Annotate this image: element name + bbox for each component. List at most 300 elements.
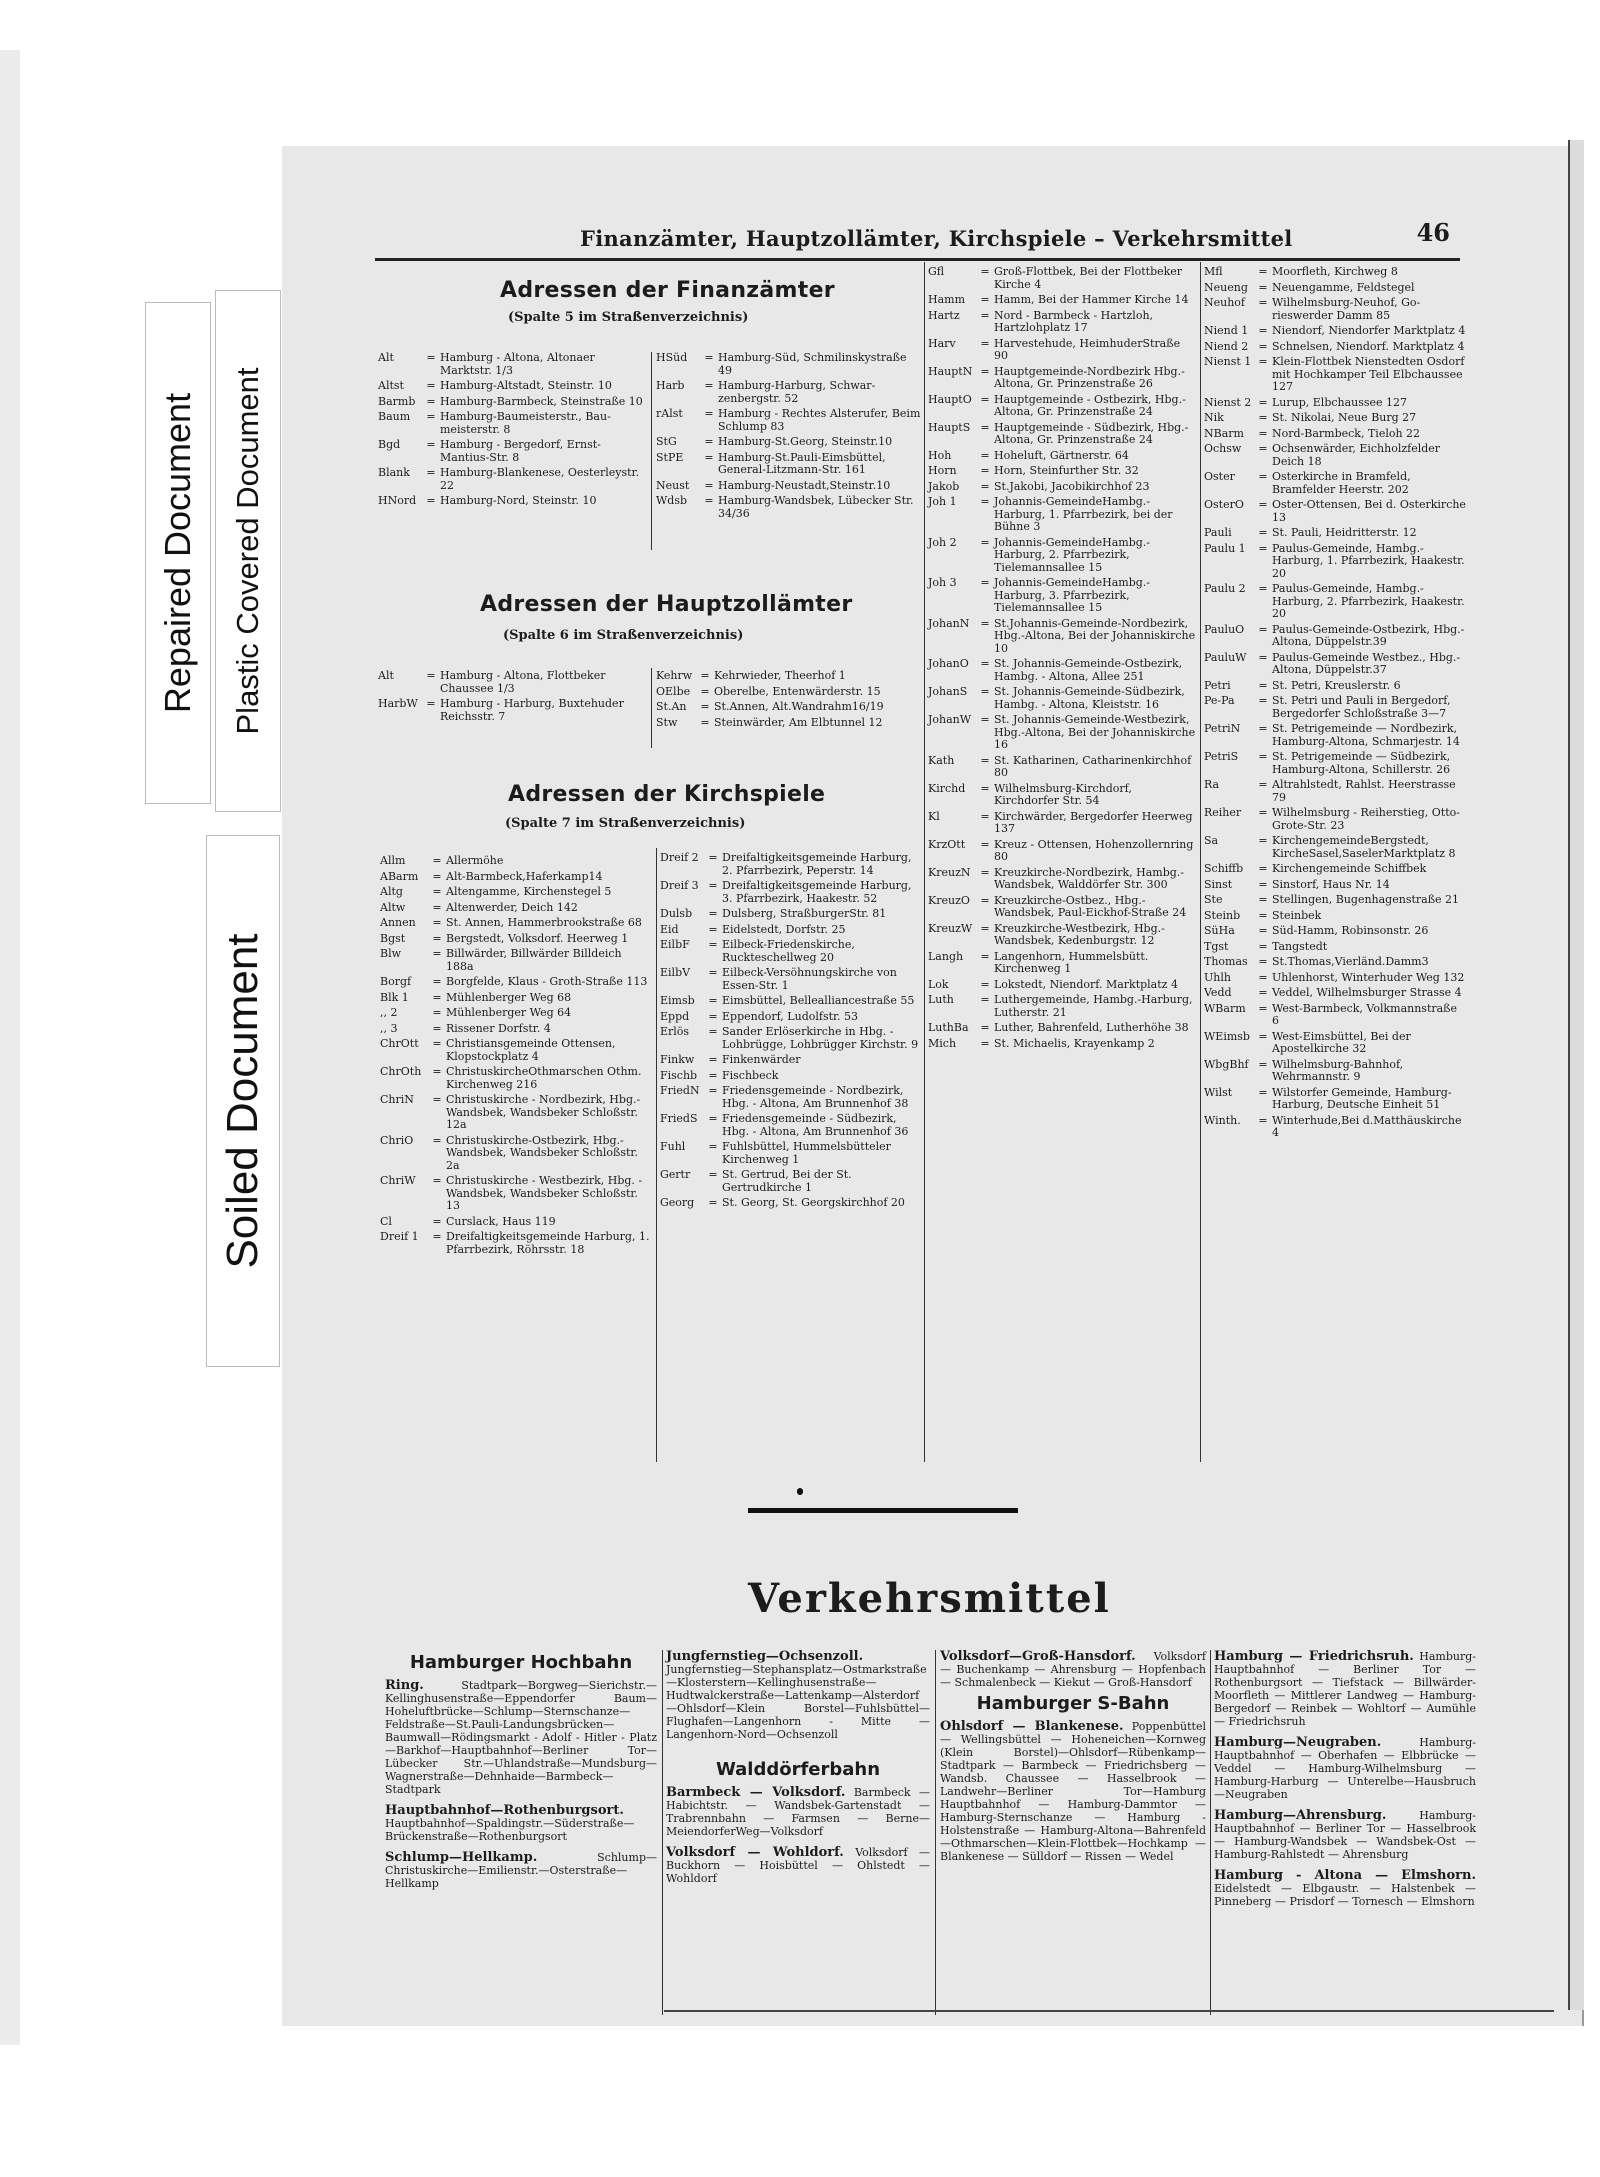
directory-entry <box>660 1197 922 1210</box>
directory-entry <box>380 855 652 868</box>
directory-entry <box>1204 543 1466 581</box>
directory-entry <box>660 852 922 877</box>
entry-address: St.Annen, Alt.Wandrahm16/19 <box>714 700 884 713</box>
entry-abbreviation: Altw <box>380 900 406 914</box>
entry-abbreviation: HSüd <box>656 351 688 364</box>
entry-abbreviation: Hamm <box>928 293 966 306</box>
entry-abbreviation: Dreif 3 <box>660 879 699 892</box>
entry-address: Dreifaltigkeitsgemeinde Harburg, 3. Pfarrbezirk, Haakestr. 52 <box>722 879 912 905</box>
directory-entry <box>380 933 652 946</box>
directory-entry <box>1204 266 1466 279</box>
entry-address: Eimsbüttel, Bellealliancestraße 55 <box>722 994 915 1007</box>
entry-address: Groß-Flottbek, Bei der Flottbeker Kirche 4 <box>994 265 1183 291</box>
wald-title: Walddörferbahn <box>715 1759 881 1780</box>
hochbahn-title: Hamburger Hochbahn <box>409 1652 633 1673</box>
entry-abbreviation: Ochsw <box>1204 442 1242 455</box>
transit-line <box>1214 1736 1476 1801</box>
equals-sign: = <box>1258 834 1268 847</box>
directory-entry <box>1204 972 1466 985</box>
directory-entry <box>928 266 1196 291</box>
equals-sign: = <box>432 1006 442 1019</box>
transit-line <box>940 1720 1206 1863</box>
entry-abbreviation: Niend 1 <box>1204 324 1249 337</box>
transit-line-name: Barmbeck — Volksdorf. <box>666 1785 846 1800</box>
entry-address: Kehrwieder, Theerhof 1 <box>714 669 846 682</box>
equals-sign: = <box>1258 411 1268 424</box>
entry-address: Christuskirche - Nordbezirk, Hbg.-Wandsbek, Wandsbeker Schloßstr. 12a <box>446 1093 641 1131</box>
entry-abbreviation: Allm <box>380 854 406 867</box>
directory-entry <box>1204 443 1466 468</box>
directory-entry <box>928 496 1196 534</box>
entry-address: Lokstedt, Niendorf. Marktplatz 4 <box>994 977 1178 991</box>
zoll-subtitle: (Spalte 6 im Straßenverzeichnis) <box>503 628 744 643</box>
directory-entry <box>1204 956 1466 969</box>
entry-address: Kreuzkirche-Ostbez., Hbg.-Wandsbek, Paul-Eickhof-Straße 24 <box>994 893 1187 919</box>
divider <box>651 352 652 550</box>
equals-sign: = <box>708 907 718 920</box>
finanz-right-column <box>656 352 921 523</box>
repaired-tab <box>145 302 211 804</box>
entry-abbreviation: Finkw <box>660 1053 695 1066</box>
equals-sign: = <box>426 351 436 364</box>
directory-entry <box>928 895 1196 920</box>
entry-address: Kreuzkirche-Nordbezirk, Hambg.-Wandsbek, Walddörfer Str. 300 <box>994 865 1184 891</box>
directory-entry <box>660 967 922 992</box>
transit-line-stops: Schlump—Christuskirche—Emilienstr.—Osterstraße—Hellkamp <box>385 1851 657 1890</box>
equals-sign: = <box>708 1025 718 1038</box>
entry-address: Hamburg - Rechtes Alsterufer, Beim Schlump 83 <box>718 407 921 433</box>
entry-address: Steinbek <box>1272 908 1322 922</box>
directory-entry <box>660 908 922 921</box>
entry-abbreviation: HauptS <box>928 420 971 434</box>
equals-sign: = <box>980 865 990 879</box>
col2-lines <box>666 1650 930 1741</box>
transit-line-stops: Hamburg-Hauptbahnhof — Berliner Tor — Rothenburgsort — Tiefstack — Billwärder-Moorfleth — Mittlerer Landweg — Hamburg-Bergedorf — Reinbek — Wohltorf — Aumühle — Friedrichsruh <box>1214 1650 1476 1728</box>
directory-entry <box>380 948 652 973</box>
entry-address: Wilstorfer Gemeinde, Hamburg-Harburg, Deutsche Einheit 51 <box>1272 1085 1452 1111</box>
page-header <box>300 218 1460 258</box>
transit-line-name: Hamburg—Ahrensburg. <box>1214 1808 1387 1823</box>
entry-abbreviation: KreuzW <box>928 921 973 935</box>
directory-entry <box>656 380 921 405</box>
equals-sign: = <box>432 1093 442 1106</box>
directory-entry <box>1204 680 1466 693</box>
equals-sign: = <box>1258 339 1268 353</box>
entry-abbreviation: JohanO <box>928 657 969 670</box>
equals-sign: = <box>980 616 990 630</box>
entry-abbreviation: Dulsb <box>660 907 693 920</box>
entry-address: Hamburg - Harburg, Buxtehuder Reichsstr. 7 <box>440 697 624 723</box>
entry-address: Altrahlstedt, Rahlst. Heerstrasse 79 <box>1272 778 1456 804</box>
transit-line-name: Volksdorf — Wohldorf. <box>666 1845 844 1860</box>
entry-abbreviation: Annen <box>380 916 416 929</box>
entry-address: St. Nikolai, Neue Burg 27 <box>1272 411 1417 424</box>
equals-sign: = <box>426 697 436 710</box>
entry-abbreviation: HauptN <box>928 364 973 378</box>
entry-address: Niendorf, Niendorfer Marktplatz 4 <box>1272 324 1466 337</box>
directory-entry <box>1204 652 1466 677</box>
header-rule <box>375 258 1460 261</box>
directory-entry <box>928 310 1196 335</box>
divider <box>924 262 925 1462</box>
entry-abbreviation: Dreif 2 <box>660 851 699 864</box>
page-number: 46 <box>1416 218 1450 247</box>
equals-sign: = <box>708 966 718 979</box>
entry-abbreviation: Langh <box>928 949 964 963</box>
equals-sign: = <box>708 851 718 864</box>
directory-entry <box>656 408 921 433</box>
equals-sign: = <box>1258 877 1268 891</box>
entry-abbreviation: Mich <box>928 1036 957 1050</box>
entry-address: Lurup, Elbchaussee 127 <box>1272 395 1408 409</box>
entry-address: Tangstedt <box>1272 939 1328 953</box>
equals-sign: = <box>432 854 442 867</box>
entry-address: Borgfelde, Klaus - Groth-Straße 113 <box>446 975 648 988</box>
directory-entry <box>1204 1031 1466 1056</box>
equals-sign: = <box>704 494 714 507</box>
entry-address: Hamm, Bei der Hammer Kirche 14 <box>994 293 1189 306</box>
equals-sign: = <box>704 407 714 420</box>
entry-address: Hamburg-St.Georg, Steinstr.10 <box>718 435 893 448</box>
entry-address: Altengamme, Kirchenstegel 5 <box>446 885 612 898</box>
entry-address: Billwärder, Billwärder Billdeich 188a <box>446 947 622 973</box>
entry-abbreviation: StG <box>656 435 677 448</box>
equals-sign: = <box>704 379 714 392</box>
plastic-tab <box>215 290 281 812</box>
entry-address: St. Michaelis, Krayenkamp 2 <box>994 1036 1155 1050</box>
equals-sign: = <box>432 1021 442 1035</box>
directory-entry <box>1204 695 1466 720</box>
directory-entry <box>928 923 1196 948</box>
entry-abbreviation: Blank <box>378 466 410 479</box>
equals-sign: = <box>980 713 990 726</box>
directory-entry <box>656 452 921 477</box>
directory-entry <box>928 1038 1196 1051</box>
entry-abbreviation: Horn <box>928 464 957 477</box>
verkehr-column-4 <box>1214 1650 1476 1916</box>
entry-abbreviation: JohanW <box>928 713 972 726</box>
equals-sign: = <box>1258 939 1268 953</box>
entry-address: ChristuskircheOthmarschen Othm. Kirchenweg 216 <box>446 1065 642 1091</box>
entry-abbreviation: Gertr <box>660 1168 691 1181</box>
equals-sign: = <box>1258 324 1268 337</box>
header-title: Finanzämter, Hauptzollämter, Kirchspiele – Verkehrsmittel <box>580 226 1293 251</box>
entry-address: Finkenwärder <box>722 1053 801 1066</box>
transit-line <box>385 1679 657 1796</box>
entry-address: Paulus-Gemeinde, Hambg.-Harburg, 2. Pfarrbezirk, Haakestr. 20 <box>1272 582 1465 620</box>
entry-abbreviation: Harb <box>656 379 685 392</box>
entry-address: Oberelbe, Entenwärderstr. 15 <box>714 684 881 698</box>
kirch-subtitle: (Spalte 7 im Straßenverzeichnis) <box>505 816 746 831</box>
entry-address: Nord-Barmbeck, Tieloh 22 <box>1272 426 1421 440</box>
equals-sign: = <box>708 1009 718 1023</box>
entry-abbreviation: KreuzO <box>928 893 970 907</box>
entry-address: KirchengemeindeBergstedt, KircheSasel,SaselerMarktplatz 8 <box>1272 834 1456 860</box>
entry-address: Johannis-GemeindeHambg.-Harburg, 3. Pfarrbezirk, Tielemannsallee 15 <box>994 576 1150 614</box>
transit-line-stops: Poppenbüttel — Wellingsbüttel — Hoheneichen—Kornweg (Klein Borstel)—Ohlsdorf—Rübenkamp—Stadtpark — Barmbeck — Friedrichsberg — Wandsb. Chaussee — Hasselbrook — Landwehr—Berliner Tor—Hamburg Hauptbahnhof — Hamburg-Dammtor — Hamburg-Sternschanze — Hamburg - Holstenstraße — Hamburg-Altona—Bahrenfeld—Othmarschen—Klein-Flottbek—Hochkamp — Blankenese — Sülldorf — Rissen — Wedel <box>940 1720 1206 1863</box>
entry-address: Johannis-GemeindeHambg.-Harburg, 2. Pfarrbezirk, Tielemannsallee 15 <box>994 535 1150 574</box>
divider <box>656 848 657 1462</box>
equals-sign: = <box>432 1230 442 1243</box>
transit-line <box>666 1846 930 1885</box>
directory-entry <box>656 701 921 714</box>
entry-address: Hamburg-Nord, Steinstr. 10 <box>440 494 597 507</box>
equals-sign: = <box>432 1214 442 1228</box>
equals-sign: = <box>980 576 990 589</box>
directory-entry <box>1204 987 1466 1000</box>
entry-address: Wilhelmsburg-Neuhof, Gorieswerder Damm 85 <box>1272 296 1421 322</box>
directory-entry <box>1204 471 1466 496</box>
entry-abbreviation: Bgd <box>378 438 401 451</box>
equals-sign: = <box>980 977 990 991</box>
entry-abbreviation: Neueng <box>1204 280 1248 294</box>
finanz-left-column <box>378 352 648 511</box>
directory-entry <box>380 1038 652 1063</box>
directory-entry <box>928 618 1196 656</box>
entry-address: St. Petri und Pauli in Bergedorf, Bergedorfer Schloßstraße 3—7 <box>1272 694 1451 720</box>
equals-sign: = <box>432 1037 442 1050</box>
equals-sign: = <box>1258 526 1268 539</box>
entry-address: St.Johannis-Gemeinde-Nordbezirk, Hbg.-Altona, Bei der Johanniskirche 10 <box>994 616 1196 655</box>
entry-abbreviation: KrzOtt <box>928 837 966 851</box>
equals-sign: = <box>432 900 442 914</box>
entry-abbreviation: Barmb <box>378 394 416 408</box>
directory-entry <box>378 352 648 377</box>
entry-address: Wilhelmsburg - Reiherstieg, Otto-Grote-Str. 23 <box>1272 806 1460 832</box>
page-edge <box>1568 140 1584 2010</box>
directory-entry <box>1204 412 1466 425</box>
directory-entry <box>928 481 1196 494</box>
entry-address: Hamburg-Baumeisterstr., Baumeisterstr. 8 <box>440 410 611 436</box>
directory-entry <box>1204 325 1466 338</box>
entry-abbreviation: Wdsb <box>656 494 688 507</box>
entry-abbreviation: Joh 1 <box>928 495 957 508</box>
equals-sign: = <box>1258 778 1268 791</box>
equals-sign: = <box>426 394 436 408</box>
entry-abbreviation: HarbW <box>378 697 418 710</box>
entry-abbreviation: WEimsb <box>1204 1029 1250 1043</box>
entry-abbreviation: Eppd <box>660 1009 690 1023</box>
equals-sign: = <box>708 994 718 1007</box>
entry-address: Hamburg-Altstadt, Steinstr. 10 <box>440 379 612 392</box>
directory-entry <box>380 917 652 930</box>
equals-sign: = <box>1258 955 1268 968</box>
entry-address: Hamburg-Barmbeck, Steinstraße 10 <box>440 394 643 408</box>
directory-entry <box>380 1023 652 1036</box>
directory-entry <box>928 839 1196 864</box>
entry-abbreviation: Luth <box>928 993 954 1006</box>
directory-entry <box>928 755 1196 780</box>
directory-entry <box>928 537 1196 575</box>
equals-sign: = <box>1258 678 1268 692</box>
entry-address: Kirchengemeinde Schiffbek <box>1272 862 1427 875</box>
directory-entry <box>928 951 1196 976</box>
equals-sign: = <box>1258 924 1268 937</box>
entry-address: Hamburg-Harburg, Schwarzenbergstr. 52 <box>718 379 876 405</box>
directory-entry <box>380 871 652 884</box>
directory-entry <box>1204 894 1466 907</box>
entry-abbreviation: Vedd <box>1204 986 1232 999</box>
directory-entry <box>1204 397 1466 410</box>
directory-entry <box>660 1141 922 1166</box>
entry-abbreviation: Nienst 2 <box>1204 395 1252 409</box>
entry-address: Sander Erlöserkirche in Hbg. - Lohbrügge, Lohbrügger Kirchstr. 9 <box>722 1025 919 1051</box>
entry-abbreviation: NBarm <box>1204 426 1244 440</box>
finanz-subtitle: (Spalte 5 im Straßenverzeichnis) <box>508 310 749 325</box>
divider <box>1200 262 1201 1462</box>
entry-address: St. Johannis-Gemeinde-Westbezirk, Hbg.-Altona, Bei der Johanniskirche 16 <box>994 713 1196 751</box>
equals-sign: = <box>704 435 714 448</box>
entry-address: Hoheluft, Gärtnerstr. 64 <box>994 448 1129 462</box>
equals-sign: = <box>980 809 990 823</box>
equals-sign: = <box>432 975 442 988</box>
entry-address: St. Georg, St. Georgskirchhof 20 <box>722 1196 905 1209</box>
entry-address: Paulus-Gemeinde-Ostbezirk, Hbg.-Altona, Düppelstr.39 <box>1272 622 1465 648</box>
directory-entry <box>1204 1087 1466 1112</box>
entry-abbreviation: WBarm <box>1204 1001 1246 1015</box>
transit-line-name: Hamburg — Friedrichsruh. <box>1214 1649 1414 1664</box>
entry-abbreviation: PauluO <box>1204 622 1245 636</box>
transit-line <box>385 1851 657 1890</box>
equals-sign: = <box>704 450 714 464</box>
transit-line-name: Hamburg - Altona — Elmshorn. <box>1214 1868 1476 1883</box>
equals-sign: = <box>708 1196 718 1209</box>
directory-entry <box>928 366 1196 391</box>
directory-entry <box>656 670 921 683</box>
transit-line <box>666 1786 930 1838</box>
equals-sign: = <box>708 1168 718 1181</box>
entry-abbreviation: OsterO <box>1204 498 1244 511</box>
entry-address: Hamburg-Neustadt,Steinstr.10 <box>718 478 891 492</box>
entry-abbreviation: Stw <box>656 715 678 729</box>
directory-entry <box>380 1135 652 1173</box>
directory-entry <box>928 994 1196 1019</box>
directory-entry <box>928 394 1196 419</box>
entry-abbreviation: StPE <box>656 450 684 464</box>
transit-line <box>385 1804 657 1843</box>
hochbahn-lines <box>385 1679 657 1890</box>
entry-abbreviation: HauptO <box>928 392 972 406</box>
equals-sign: = <box>1258 426 1268 440</box>
entry-abbreviation: Eimsb <box>660 994 695 1007</box>
entry-abbreviation: Sinst <box>1204 877 1233 891</box>
equals-sign: = <box>426 438 436 451</box>
entry-abbreviation: rAlst <box>656 407 683 420</box>
directory-entry <box>656 495 921 520</box>
entry-abbreviation: KreuzN <box>928 865 971 879</box>
equals-sign: = <box>1258 1001 1268 1015</box>
entry-address: Sinstorf, Haus Nr. 14 <box>1272 877 1390 891</box>
equals-sign: = <box>708 1053 718 1066</box>
directory-entry <box>378 396 648 409</box>
equals-sign: = <box>1258 722 1268 735</box>
entry-abbreviation: St.An <box>656 700 687 713</box>
transit-line-stops: Volksdorf — Buckhorn — Hoisbüttel — Ohlstedt — Wohldorf <box>666 1846 931 1885</box>
divider <box>651 668 652 748</box>
ornament-rule <box>748 1508 1018 1513</box>
equals-sign: = <box>426 669 436 682</box>
col4-lines <box>1214 1650 1476 1908</box>
entry-abbreviation: Nik <box>1204 411 1224 424</box>
entry-address: Allermöhe <box>446 854 504 867</box>
entry-abbreviation: Fischb <box>660 1068 698 1082</box>
equals-sign: = <box>700 684 710 698</box>
entry-address: St. Petrigemeinde — Nordbezirk, Hamburg-Altona, Schmarjestr. 14 <box>1272 722 1460 748</box>
directory-entry <box>378 411 648 436</box>
entry-address: Wilhelmsburg-Kirchdorf, Kirchdorfer Str. 54 <box>994 781 1132 807</box>
directory-entry <box>656 717 921 730</box>
divider <box>1210 1650 1211 2015</box>
equals-sign: = <box>708 922 718 936</box>
entry-address: Süd-Hamm, Robinsonstr. 26 <box>1272 924 1429 937</box>
finanz-title: Adressen der Finanzämter <box>500 278 835 303</box>
directory-entry <box>660 1070 922 1083</box>
directory-entry <box>928 465 1196 478</box>
equals-sign: = <box>432 869 442 883</box>
entry-address: St. Annen, Hammerbrookstraße 68 <box>446 916 642 929</box>
entry-abbreviation: ChriW <box>380 1174 416 1187</box>
directory-entry <box>928 577 1196 615</box>
entry-abbreviation: Joh 3 <box>928 576 957 589</box>
entry-address: St. Pauli, Heidritterstr. 12 <box>1272 526 1417 539</box>
entry-abbreviation: Erlös <box>660 1025 690 1038</box>
entry-address: St. Petrigemeinde — Südbezirk, Hamburg-Altona, Schillerstr. 26 <box>1272 750 1451 776</box>
equals-sign: = <box>1258 395 1268 409</box>
directory-entry <box>380 992 652 1005</box>
entry-abbreviation: Winth. <box>1204 1113 1241 1127</box>
entry-address: Uhlenhorst, Winterhuder Weg 132 <box>1272 970 1465 984</box>
directory-entry <box>928 714 1196 752</box>
directory-entry <box>928 811 1196 836</box>
directory-entry <box>1204 297 1466 322</box>
directory-entry <box>380 902 652 915</box>
entry-abbreviation: Pauli <box>1204 526 1232 539</box>
entry-address: Luthergemeinde, Hambg.-Harburg, Lutherstr. 21 <box>994 993 1193 1019</box>
verkehr-title: Verkehrsmittel <box>748 1575 1111 1622</box>
entry-abbreviation: Gfl <box>928 265 945 278</box>
entry-address: Friedensgemeinde - Südbezirk, Hbg. - Altona, Am Brunnenhof 36 <box>722 1112 909 1138</box>
entry-abbreviation: PetriS <box>1204 750 1239 763</box>
entry-abbreviation: Bgst <box>380 931 406 945</box>
kirch-column-2 <box>660 852 922 1213</box>
entry-address: St.Thomas,Vierländ.Damm3 <box>1272 955 1429 968</box>
entry-abbreviation: Schiffb <box>1204 862 1244 875</box>
transit-line-stops: Hamburg-Hauptbahnhof — Oberhafen — Elbbrücke — Veddel — Hamburg-Wilhelmsburg — Hamburg-Harburg — Unterelbe—Hausbruch—Neugraben <box>1214 1736 1476 1801</box>
col3-lines <box>940 1650 1206 1689</box>
entry-address: Oster-Ottensen, Bei d. Osterkirche 13 <box>1272 498 1466 524</box>
directory-entry <box>1204 583 1466 621</box>
entry-address: Christuskirche-Ostbezirk, Hbg.-Wandsbek, Wandsbeker Schloßstr. 2a <box>446 1133 638 1172</box>
directory-entry <box>1204 723 1466 748</box>
entry-address: Neuengamme, Feldstegel <box>1272 280 1415 294</box>
directory-entry <box>380 1231 652 1256</box>
equals-sign: = <box>432 916 442 929</box>
directory-entry <box>660 924 922 937</box>
entry-address: Hamburg - Altona, Altonaer Marktstr. 1/3 <box>440 351 595 377</box>
directory-entry <box>928 422 1196 447</box>
zoll-right-column <box>656 670 921 732</box>
directory-entry <box>378 698 648 723</box>
entry-address: St. Petri, Kreuslerstr. 6 <box>1272 678 1401 692</box>
equals-sign: = <box>1258 280 1268 294</box>
entry-abbreviation: Hoh <box>928 448 952 462</box>
entry-address: Veddel, Wilhelmsburger Strasse 4 <box>1272 986 1462 999</box>
entry-address: Nord - Barmbeck - Hartzloh, Hartzlohplatz 17 <box>994 308 1154 334</box>
verkehr-column-1 <box>385 1650 657 1898</box>
repaired-tab-label: Repaired Document <box>157 392 198 714</box>
equals-sign: = <box>426 410 436 423</box>
entry-address: Bergstedt, Volksdorf. Heerweg 1 <box>446 931 629 945</box>
